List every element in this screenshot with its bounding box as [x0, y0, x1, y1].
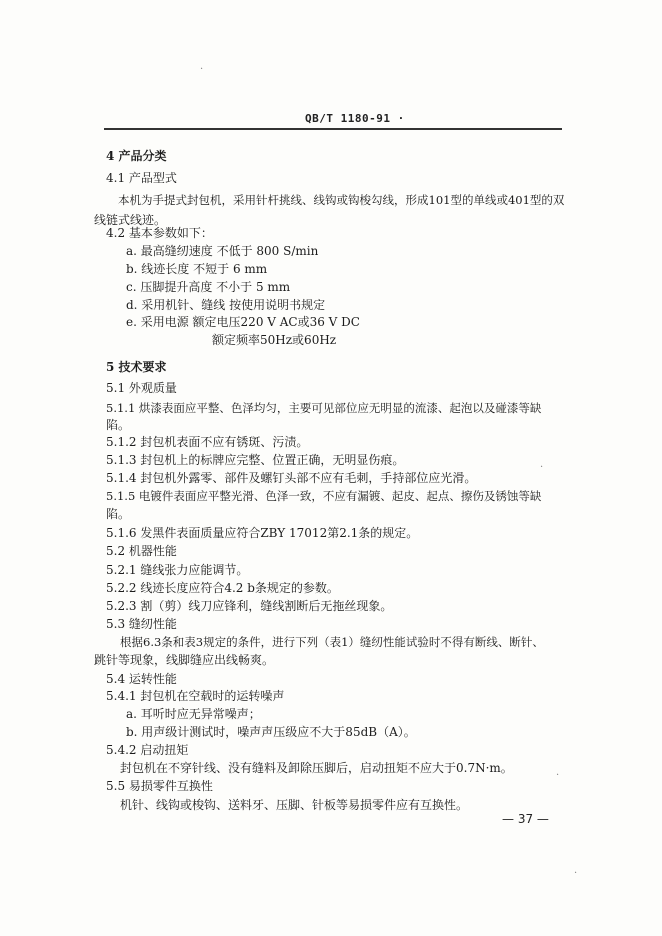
section-5-1-3: 5.1.3 封包机上的标牌应完整、位置正确，无明显伤痕。 [106, 453, 405, 467]
param-a: a. 最高缝纫速度 不低于 800 S/min [126, 244, 319, 258]
section-5-heading: 5 技术要求 [106, 360, 167, 374]
standard-code-header: QB/T 1180-91 · [305, 112, 405, 125]
section-4-1-heading: 4.1 产品型式 [106, 171, 177, 185]
section-5-4-1: 5.4.1 封包机在空载时的运转噪声 [106, 689, 285, 703]
section-5-4-2-text: 封包机在不穿针线、没有缝料及卸除压脚后，启动扭矩不应大于0.7N·m。 [120, 761, 513, 775]
section-4-1-text: 本机为手提式封包机，采用针杆挑线、线钩或钩梭勾线，形成101型的单线或401型的双 [118, 193, 565, 207]
section-5-1-6: 5.1.6 发黑件表面质量应符合ZBY 17012第2.1条的规定。 [106, 526, 419, 540]
section-4-1-text-cont: 线链式线迹。 [94, 213, 167, 227]
section-5-1-5-cont: 陷。 [106, 507, 131, 521]
section-5-1-heading: 5.1 外观质量 [106, 381, 177, 395]
section-4-heading: 4 产品分类 [106, 149, 167, 163]
section-5-4-1-a: a. 耳听时应无异常噪声； [126, 707, 261, 721]
param-e: e. 采用电源 额定电压220 V AC或36 V DC [126, 315, 360, 329]
section-5-3-heading: 5.3 缝纫性能 [106, 617, 177, 631]
section-5-1-1: 5.1.1 烘漆表面应平整、色泽均匀，主要可见部位应无明显的流漆、起泡以及碰漆等缺 [106, 401, 542, 415]
section-5-1-1-cont: 陷。 [106, 418, 131, 432]
section-5-4-1-b: b. 用声级计测试时，噪声声压级应不大于85dB（A）。 [126, 725, 416, 739]
param-d: d. 采用机针、缝线 按使用说明书规定 [126, 298, 326, 312]
section-5-1-5: 5.1.5 电镀件表面应平整光滑、色泽一致，不应有漏镀、起皮、起点、擦伤及锈蚀等缺 [106, 489, 542, 503]
scan-speck: · [200, 64, 204, 75]
section-5-4-heading: 5.4 运转性能 [106, 672, 177, 686]
section-5-1-4: 5.1.4 封包机外露零、部件及螺钉头部不应有毛刺，手持部位应光滑。 [106, 471, 477, 485]
scan-speck: · [556, 770, 560, 781]
section-4-2-heading: 4.2 基本参数如下： [106, 226, 213, 240]
param-c: c. 压脚提升高度 不小于 5 mm [126, 280, 291, 294]
section-5-3-text: 根据6.3条和表3规定的条件，进行下列（表1）缝纫性能试验时不得有断线、断针、 [120, 635, 544, 649]
section-5-5-heading: 5.5 易损零件互换性 [106, 779, 213, 793]
section-5-2-heading: 5.2 机器性能 [106, 544, 177, 558]
page-number: — 37 — [502, 812, 549, 826]
param-e-frequency: 额定频率50Hz或60Hz [212, 333, 337, 347]
scan-speck: · [540, 462, 544, 473]
scan-speck: · [574, 868, 578, 879]
param-b: b. 线迹长度 不短于 6 mm [126, 262, 268, 276]
section-5-4-2: 5.4.2 启动扭矩 [106, 743, 189, 757]
section-5-1-2: 5.1.2 封包机表面不应有锈斑、污渍。 [106, 435, 309, 449]
section-5-5-text: 机针、线钩或梭钩、送料牙、压脚、针板等易损零件应有互换性。 [120, 798, 469, 812]
section-5-2-2: 5.2.2 线迹长度应符合4.2 b条规定的参数。 [106, 581, 339, 595]
section-5-3-text-cont: 跳针等现象，线脚缝应出线畅爽。 [94, 653, 275, 667]
section-5-2-1: 5.2.1 缝线张力应能调节。 [106, 563, 249, 577]
section-5-2-3: 5.2.3 割（剪）线刀应锋利，缝线割断后无拖丝现象。 [106, 599, 393, 613]
header-rule [104, 128, 562, 130]
